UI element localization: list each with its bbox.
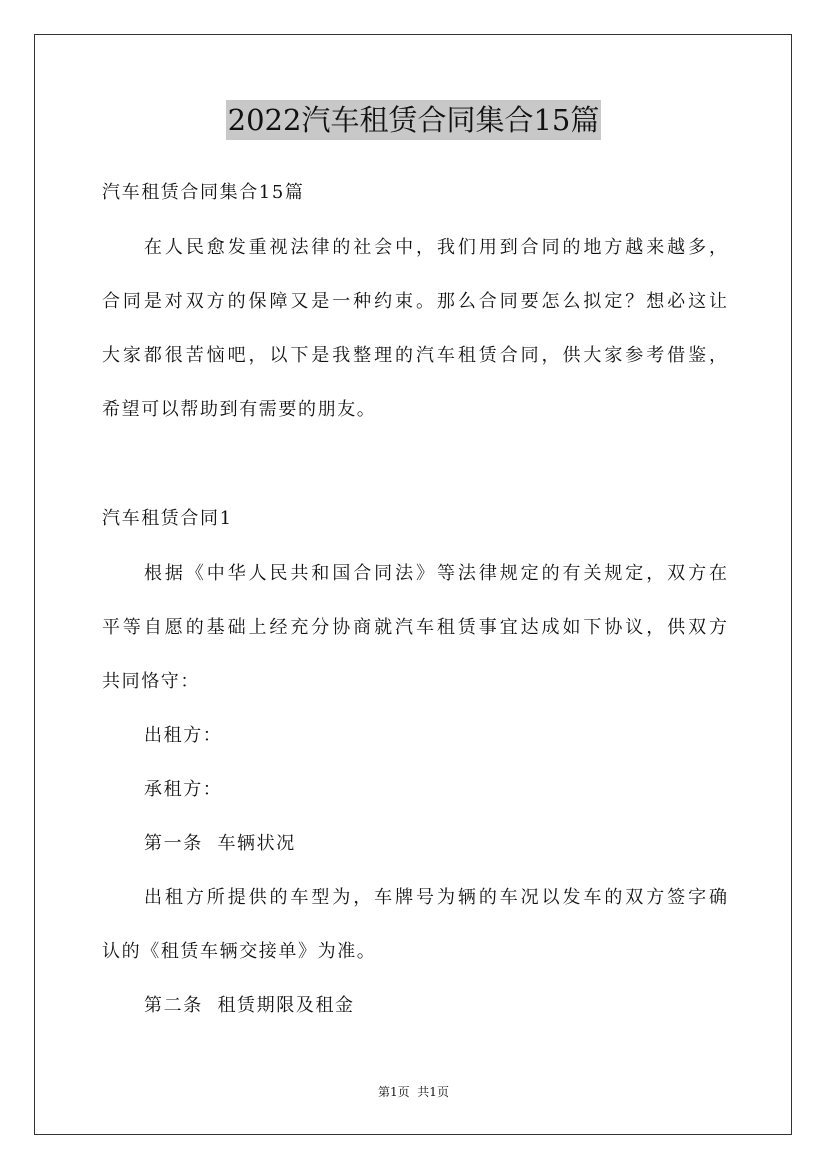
- title-container: [0, 100, 827, 140]
- intro-line-4: 希望可以帮助到有需要的朋友。: [102, 399, 377, 420]
- para1-line-3: 共同恪守：: [102, 671, 200, 692]
- intro-line-2: 合同是对双方的保障又是一种约束。那么合同要怎么拟定？想必这让: [102, 291, 727, 312]
- article2-heading: 第二条 租赁期限及租金: [144, 995, 355, 1016]
- article1-line-1: 出租方所提供的车型为，车牌号为辆的车况以发车的双方签字确: [144, 887, 727, 908]
- intro-line-1: 在人民愈发重视法律的社会中，我们用到合同的地方越来越多，: [144, 237, 727, 258]
- para1-line-1: 根据《中华人民共和国合同法》等法律规定的有关规定，双方在: [144, 563, 727, 584]
- lessor-label: 出租方：: [144, 725, 223, 746]
- lessee-label: 承租方：: [144, 779, 223, 800]
- article1-heading: 第一条 车辆状况: [144, 833, 296, 854]
- intro-line-3: 大家都很苦恼吧，以下是我整理的汽车租赁合同，供大家参考借鉴，: [102, 345, 727, 366]
- article1-line-2: 认的《租赁车辆交接单》为准。: [102, 941, 377, 962]
- page-footer: 第1页 共1页: [378, 1085, 449, 1099]
- document-subtitle: 汽车租赁合同集合15篇: [102, 182, 305, 203]
- document-title: 2022汽车租赁合同集合15篇: [226, 100, 602, 140]
- section-heading: 汽车租赁合同1: [102, 508, 233, 529]
- para1-line-2: 平等自愿的基础上经充分协商就汽车租赁事宜达成如下协议，供双方: [102, 617, 727, 638]
